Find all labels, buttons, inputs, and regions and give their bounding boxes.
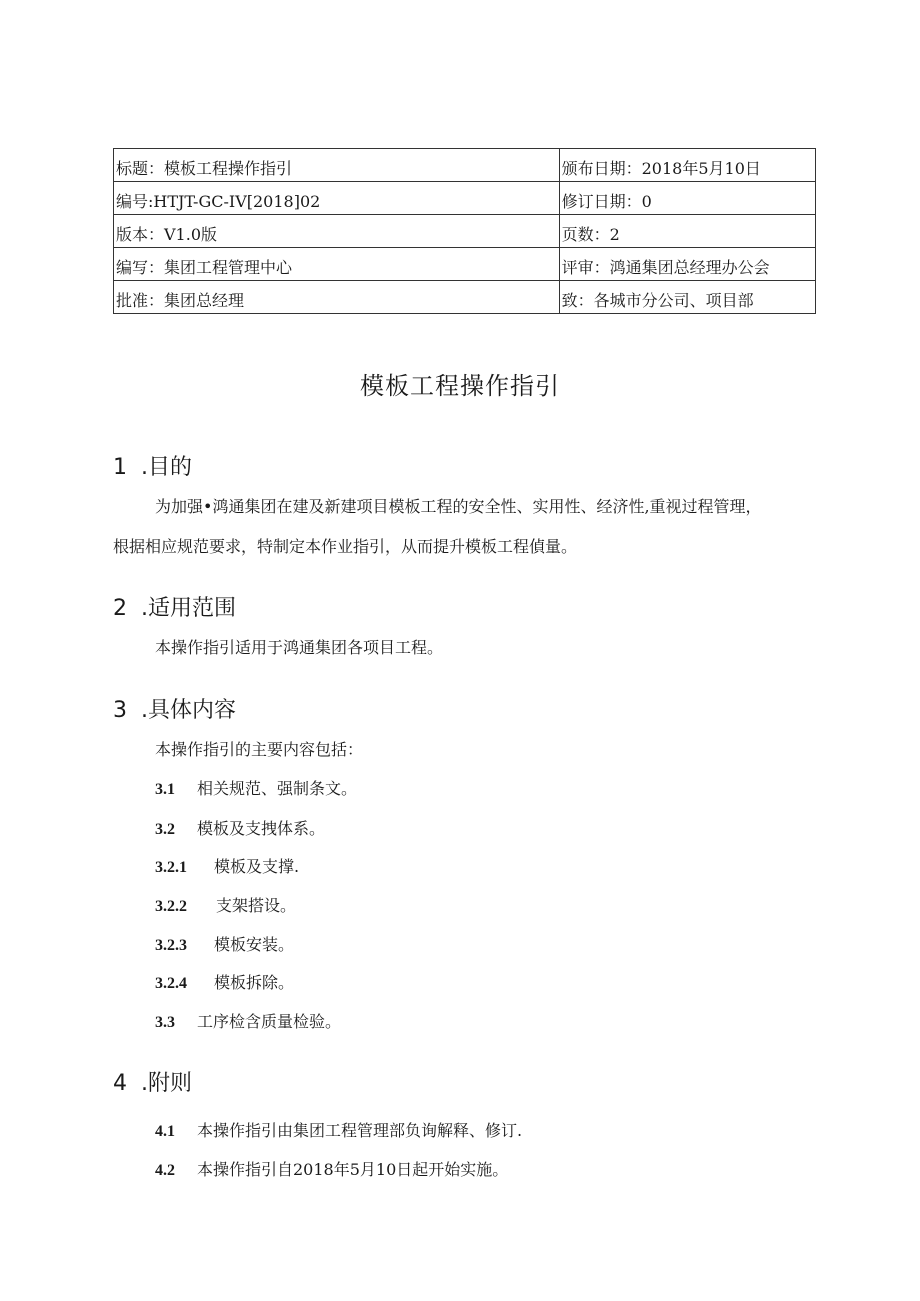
section-2-heading: [113, 591, 236, 622]
section-3-heading: [113, 693, 236, 724]
approver-cell: 批准：集团总经理: [114, 281, 560, 314]
table-row: [114, 215, 816, 248]
section-1-heading: [113, 450, 192, 481]
section-2-paragraph: 本操作指引适用于鸿通集团各项目工程。: [155, 638, 444, 657]
recipient-cell: 致：各城市分公司、项目部: [559, 281, 815, 314]
list-item: [155, 896, 296, 917]
item-text: 支架搭设。: [216, 896, 297, 915]
section-4-heading: [113, 1066, 192, 1097]
list-item: [155, 973, 294, 994]
item-text: 模板拆除。: [214, 973, 295, 992]
section-title: .附则: [141, 1071, 192, 1096]
item-number: 4.1: [155, 1123, 175, 1140]
list-item: [155, 819, 325, 840]
item-number: 4.2: [155, 1162, 175, 1179]
reviewer-cell: 评审：鸿通集团总经理办公会: [559, 248, 815, 281]
list-item: [155, 857, 299, 878]
author-cell: 编写：集团工程管理中心: [114, 248, 560, 281]
section-title: .适用范围: [141, 596, 236, 621]
revision-date-cell: 修订日期：0: [559, 182, 815, 215]
section-1-paragraph-line-1: 为加强•鸿通集团在建及新建项目模板工程的安全性、实用性、经济性,重视过程管理，: [155, 497, 762, 516]
item-text: 模板安装。: [214, 935, 295, 954]
table-row: [114, 182, 816, 215]
item-text: 本操作指引自2018年5月10日起开始实施。: [197, 1160, 509, 1179]
item-number: 3.2: [155, 821, 175, 838]
item-text: 相关规范、强制条文。: [197, 779, 358, 798]
item-text: 模板及支撑.: [214, 857, 300, 876]
section-title: .具体内容: [141, 698, 236, 723]
item-number: 3.1: [155, 781, 175, 798]
item-number: 3.2.3: [155, 937, 187, 954]
section-title: .目的: [141, 455, 192, 480]
code-cell: 编号:HTJT-GC-IV[2018]02: [114, 182, 560, 215]
section-number: 4: [113, 1071, 127, 1096]
document-header-table: [113, 148, 816, 314]
version-cell: 版本：V1.0版: [114, 215, 560, 248]
list-item: [155, 1121, 522, 1142]
table-row: [114, 281, 816, 314]
section-number: 3: [113, 698, 127, 723]
table-row: [114, 149, 816, 182]
item-text: 模板及支拽体系。: [197, 819, 326, 838]
item-number: 3.3: [155, 1014, 175, 1031]
section-number: 1: [113, 455, 127, 480]
table-row: [114, 248, 816, 281]
item-number: 3.2.1: [155, 859, 187, 876]
list-item: [155, 935, 294, 956]
page-count-cell: 页数：2: [559, 215, 815, 248]
section-1-paragraph-line-2: 根据相应规范要求，特制定本作业指引，从而提升模板工程偵量。: [113, 537, 578, 556]
item-number: 3.2.4: [155, 975, 187, 992]
item-number: 3.2.2: [155, 898, 187, 915]
title-cell: 标题：模板工程操作指引: [114, 149, 560, 182]
list-item: [155, 1012, 341, 1033]
page-title: 模板工程操作指引: [360, 372, 560, 400]
issue-date-cell: 颁布日期：2018年5月10日: [559, 149, 815, 182]
section-number: 2: [113, 596, 127, 621]
list-item: [155, 779, 357, 800]
list-item: [155, 1160, 508, 1181]
section-3-intro: 本操作指引的主要内容包括：: [155, 740, 364, 759]
item-text: 工序检含质量检验。: [197, 1012, 342, 1031]
item-text: 本操作指引由集团工程管理部负询解释、修订.: [197, 1121, 523, 1140]
